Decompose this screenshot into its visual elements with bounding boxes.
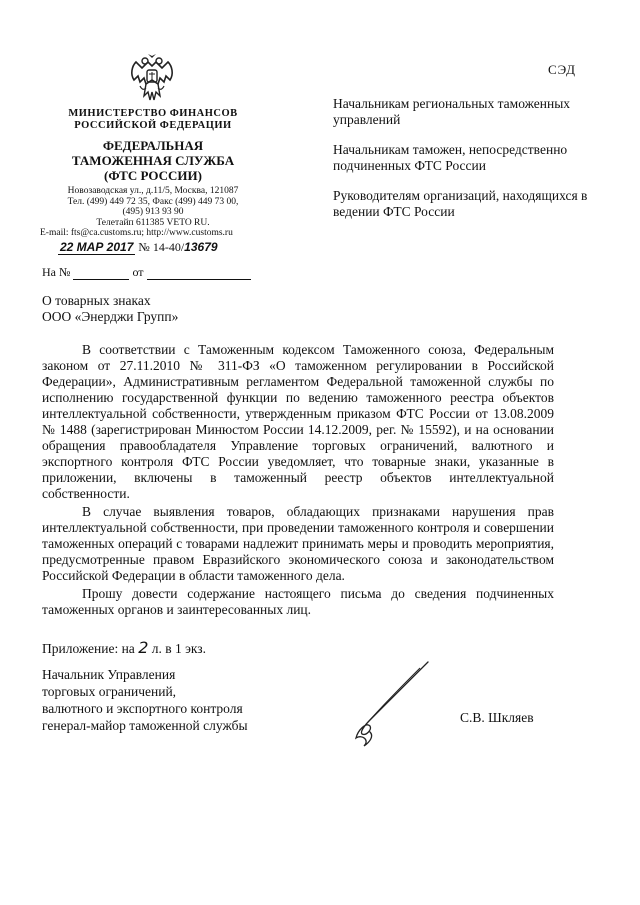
body-paragraph: Прошу довести содержание настоящего письма до сведения подчиненных таможенных органов и заинтересованных лиц.: [42, 586, 554, 617]
body-paragraph: В случае выявления товаров, обладающих признаками нарушения прав интеллектуальной собственности, при проведении таможенного контроля и совершении таможенных операций с товарами надлежит принимать меры и проводить мероприятия, предусмотренные правом Евразийского экономического союза и законодательством Российской Федерации в области таможенного дела.: [42, 504, 554, 583]
attachment-line: [42, 638, 206, 657]
ref-number-blank: [73, 267, 129, 280]
ministry-line: РОССИЙСКОЙ ФЕДЕРАЦИИ: [74, 120, 232, 131]
addressee-block: [333, 96, 593, 234]
attachment-prefix: Приложение: на: [42, 641, 139, 656]
subject-line: О товарных знаках: [42, 293, 151, 308]
handwritten-signature: [340, 660, 440, 750]
attachment-pages: 2: [138, 638, 149, 657]
service-name: [40, 138, 266, 183]
ref-date-label: от: [132, 265, 144, 279]
letter-body: [42, 342, 554, 620]
contact-block: [40, 186, 266, 239]
addressee: Начальникам таможен, непосредственно подчиненных ФТС России: [333, 142, 568, 173]
ministry-name: [40, 108, 266, 132]
registration-number-prefix: № 14-40/: [138, 240, 185, 254]
registration-line: [58, 240, 218, 255]
contact-phone: Тел. (499) 449 72 35, Факс (499) 449 73 00,: [67, 196, 239, 207]
subject-line: ООО «Энерджи Групп»: [42, 309, 179, 324]
sed-mark: СЭД: [548, 62, 577, 77]
service-line: ФЕДЕРАЛЬНАЯ: [102, 138, 204, 153]
contact-phone-2: (495) 913 93 90: [122, 207, 184, 217]
body-paragraph: В соответствии с Таможенным кодексом Таможенного союза, Федеральным законом от 27.11.2010 № 311-ФЗ «О таможенном регулировании в Российской Федерации», Административным регламентом Федеральной таможенной службы по исполнению государственной функции по ведению таможенного реестра объектов интеллектуальной собственности, утвержденным приказом ФТС России от 13.08.2009 № 1488 (зарегистрирован Минюстом России 14.12.2009, рег. № 15592), и на основании обращения правообладателя Управление торговых ограничений, валютного и экспортного контроля ФТС России уведомляет, что товарные знаки, указанные в приложении, включены в таможенный реестр объектов интеллектуальной собственности.: [42, 342, 554, 501]
ref-date-blank: [147, 267, 251, 280]
reference-line: [42, 265, 251, 280]
coat-of-arms-icon: [128, 52, 176, 104]
registration-date: 22 МАР 2017: [60, 240, 134, 254]
addressee: Начальникам региональных таможенных управлений: [333, 96, 571, 127]
service-line: (ФТС РОССИИ): [104, 168, 202, 183]
contact-teletype: Телетайп 611385 VETO RU.: [96, 217, 210, 228]
attachment-suffix: л. в 1 экз.: [148, 641, 206, 656]
ministry-line: МИНИСТЕРСТВО ФИНАНСОВ: [68, 108, 238, 119]
signer-title: [42, 666, 248, 734]
contact-address: Новозаводская ул., д.11/5, Москва, 121087: [67, 186, 239, 196]
signer-title-line: Начальник Управления: [42, 667, 176, 682]
signer-title-line: валютного и экспортного контроля: [42, 701, 243, 716]
signer-name: С.В. Шкляев: [460, 710, 534, 725]
signer-title-line: торговых ограничений,: [42, 684, 177, 699]
addressee: Руководителям организаций, находящихся в ведении ФТС России: [333, 188, 588, 219]
service-line: ТАМОЖЕННАЯ СЛУЖБА: [71, 153, 235, 168]
contact-email: E-mail: fts@ca.customs.ru; http://www.customs.ru: [40, 228, 233, 238]
subject: [42, 293, 178, 325]
signer-title-line: генерал-майор таможенной службы: [42, 718, 248, 733]
ref-number-label: На №: [42, 265, 71, 279]
registration-number: 13679: [184, 240, 218, 254]
